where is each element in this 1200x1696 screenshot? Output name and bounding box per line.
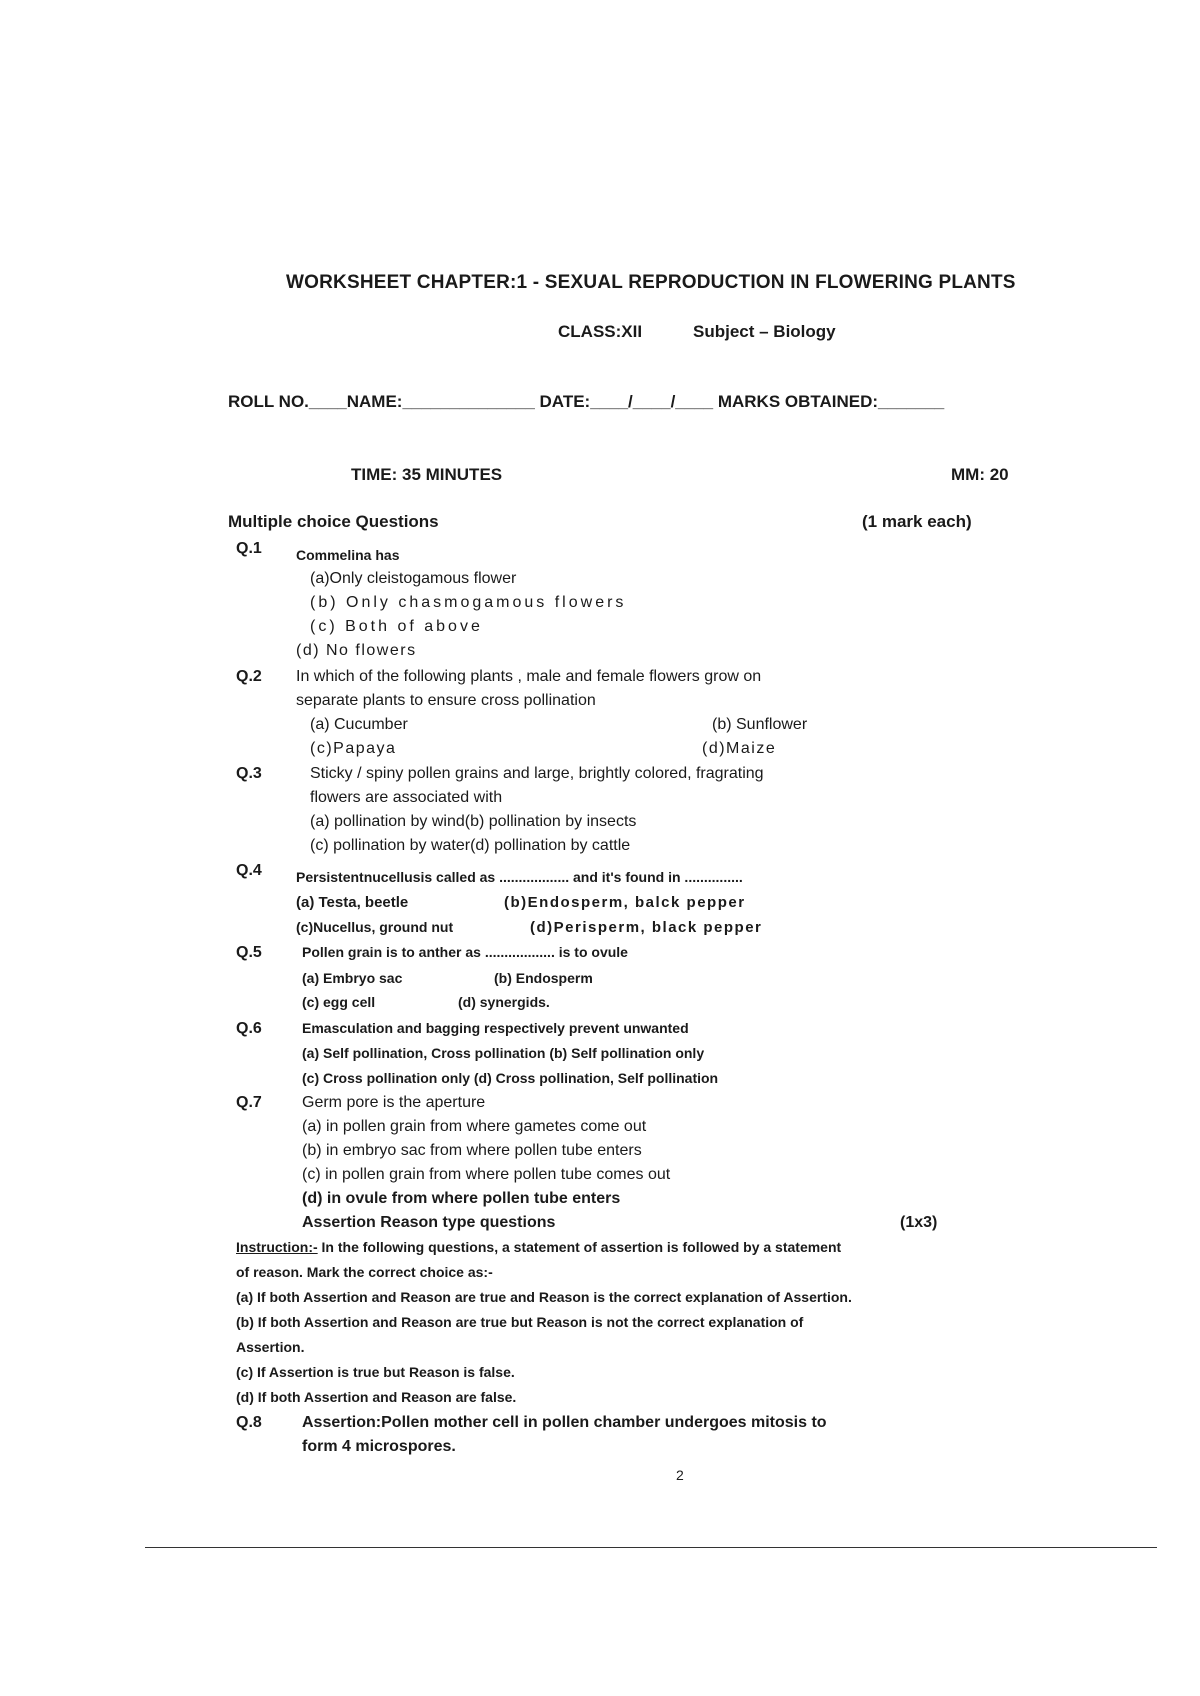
q7-option-c: (c) in pollen grain from where pollen tube comes out bbox=[302, 1166, 671, 1183]
q4-option-a: (a) Testa, beetle bbox=[296, 894, 409, 911]
assertion-heading: Assertion Reason type questions bbox=[302, 1214, 556, 1231]
q2-option-b: (b) Sunflower bbox=[712, 716, 808, 733]
q4-number: Q.4 bbox=[236, 862, 262, 879]
q4-option-d: (d)Perisperm, black pepper bbox=[530, 919, 763, 936]
q5-option-d: (d) synergids. bbox=[458, 994, 550, 1010]
q8-number: Q.8 bbox=[236, 1414, 262, 1431]
q5-option-a: (a) Embryo sac bbox=[302, 970, 403, 986]
q3-number: Q.3 bbox=[236, 765, 262, 782]
q2-number: Q.2 bbox=[236, 668, 262, 685]
footer-divider bbox=[145, 1547, 1157, 1548]
assertion-option-b-line1: (b) If both Assertion and Reason are true but Reason is not the correct explanation of bbox=[236, 1314, 804, 1330]
q6-text: Emasculation and bagging respectively prevent unwanted bbox=[302, 1020, 689, 1036]
q2-text-line2: separate plants to ensure cross pollination bbox=[296, 692, 596, 709]
q1-option-b: (b) Only chasmogamous flowers bbox=[310, 594, 627, 611]
q6-options-ab: (a) Self pollination, Cross pollination (b) Self pollination only bbox=[302, 1045, 705, 1061]
mcq-heading: Multiple choice Questions bbox=[228, 512, 439, 531]
q6-options-cd: (c) Cross pollination only (d) Cross pollination, Self pollination bbox=[302, 1070, 719, 1086]
instruction-text: In the following questions, a statement of assertion is followed by a statement bbox=[317, 1239, 842, 1255]
assertion-option-b-line2: Assertion. bbox=[236, 1339, 305, 1355]
time-label: TIME: 35 MINUTES bbox=[351, 465, 503, 484]
assertion-marks: (1x3) bbox=[900, 1214, 938, 1231]
q1-number: Q.1 bbox=[236, 540, 262, 557]
page-number: 2 bbox=[676, 1467, 684, 1483]
assertion-option-d: (d) If both Assertion and Reason are false. bbox=[236, 1389, 517, 1405]
q7-option-d: (d) in ovule from where pollen tube enters bbox=[302, 1190, 621, 1207]
q2-option-d: (d)Maize bbox=[702, 740, 777, 757]
instruction-label: Instruction:- bbox=[236, 1239, 318, 1255]
max-marks-label: MM: 20 bbox=[951, 465, 1009, 484]
mcq-marks: (1 mark each) bbox=[862, 512, 972, 531]
q4-option-b: (b)Endosperm, balck pepper bbox=[504, 894, 746, 911]
q8-text-line1: Assertion:Pollen mother cell in pollen chamber undergoes mitosis to bbox=[302, 1414, 827, 1431]
q3-options-ab: (a) pollination by wind(b) pollination by insects bbox=[310, 813, 637, 830]
q7-option-a: (a) in pollen grain from where gametes come out bbox=[302, 1118, 647, 1135]
q4-option-c: (c)Nucellus, ground nut bbox=[296, 919, 454, 935]
subject-label: Subject – Biology bbox=[693, 322, 836, 341]
q1-option-a: (a)Only cleistogamous flower bbox=[310, 570, 517, 587]
q4-text: Persistentnucellusis called as .................. and it's found in ............... bbox=[296, 869, 743, 885]
q7-text: Germ pore is the aperture bbox=[302, 1094, 486, 1111]
q1-text: Commelina has bbox=[296, 547, 400, 563]
q7-number: Q.7 bbox=[236, 1094, 262, 1111]
class-label: CLASS:XII bbox=[558, 322, 643, 341]
q5-option-b: (b) Endosperm bbox=[494, 970, 593, 986]
q5-text: Pollen grain is to anther as .................. is to ovule bbox=[302, 944, 628, 960]
q5-option-c: (c) egg cell bbox=[302, 994, 376, 1010]
assertion-option-a: (a) If both Assertion and Reason are true and Reason is the correct explanation of Assertion. bbox=[236, 1289, 852, 1305]
q3-text-line1: Sticky / spiny pollen grains and large, brightly colored, fragrating bbox=[310, 765, 764, 782]
q3-text-line2: flowers are associated with bbox=[310, 789, 503, 806]
q5-number: Q.5 bbox=[236, 944, 262, 961]
assertion-option-c: (c) If Assertion is true but Reason is false. bbox=[236, 1364, 515, 1380]
q2-text-line1: In which of the following plants , male and female flowers grow on bbox=[296, 668, 762, 685]
student-info-line: ROLL NO.____NAME:______________ DATE:____/____/____ MARKS OBTAINED:_______ bbox=[228, 392, 945, 411]
q2-option-c: (c)Papaya bbox=[310, 740, 397, 757]
instruction-line1 bbox=[236, 1239, 841, 1255]
q7-option-b: (b) in embryo sac from where pollen tube enters bbox=[302, 1142, 642, 1159]
q8-text-line2: form 4 microspores. bbox=[302, 1438, 456, 1455]
q3-options-cd: (c) pollination by water(d) pollination by cattle bbox=[310, 837, 631, 854]
worksheet-title: WORKSHEET CHAPTER:1 - SEXUAL REPRODUCTION IN FLOWERING PLANTS bbox=[286, 272, 1016, 293]
q1-option-c: (c) Both of above bbox=[310, 618, 483, 635]
q6-number: Q.6 bbox=[236, 1020, 262, 1037]
q2-option-a: (a) Cucumber bbox=[310, 716, 408, 733]
instruction-line2: of reason. Mark the correct choice as:- bbox=[236, 1264, 493, 1280]
q1-option-d: (d) No flowers bbox=[296, 642, 417, 659]
